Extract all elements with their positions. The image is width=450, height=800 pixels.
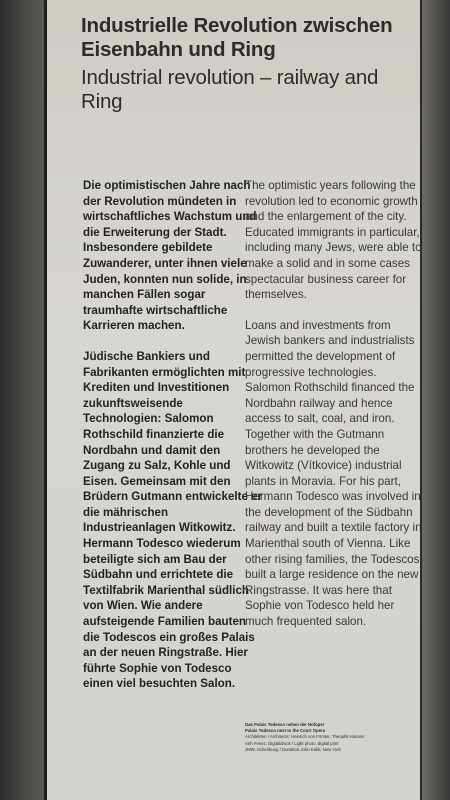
- panel-title-german: Industrielle Revolution zwischen Eisenbahn und Ring: [81, 14, 393, 61]
- english-paragraph-1: The optimistic years following the revolution led to economic growth and the enlargement of the city. Educated immigrants in particular, including many Jews, were able to make a solid and in some cases spectacular business career for themselves.: [245, 179, 422, 302]
- german-paragraph-1: Die optimistischen Jahre nach der Revolution mündeten in wirtschaftliches Wachstum und die Erweiterung der Stadt. Insbesondere gebildete Zuwanderer, unter ihnen viele Juden, konnten nun solide, in manchen Fällen sogar traumhafte wirtschaftliche Karrieren machen.: [83, 179, 257, 333]
- credit-architects: Architekten / Architects: Heinrich von Förster, Theophil Hansen: [245, 734, 365, 740]
- wall-left-edge: [0, 0, 44, 800]
- english-paragraph-2: Loans and investments from Jewish bankers and industrialists permitted the development of progressive technologies. Salomon Rothschild financed the Nordbahn railway and hence access to salt, coal, and iron. Together with the Gutmann brothers he developed the Witkowitz (Vítkovice) industrial plants in Moravia. For his part, Hermann Todesco was involved in the development of the Südbahn railway and built a textile factory in Marienthal south of Vienna. Like other rising families, the Todescos built a large residence on the new Ringstrasse. It was here that Sophie von Todesco held her much frequented salon.: [245, 318, 422, 629]
- wall-right-edge: [422, 0, 450, 800]
- panel-title-english: Industrial revolution – railway and Ring: [81, 66, 379, 113]
- english-text-column: [245, 178, 425, 630]
- german-paragraph-2: Jüdische Bankiers und Fabrikanten ermöglichten mit Krediten und Investitionen zukunftsweisende Technologien: Salomon Rothschild finanzierte die Nordbahn und damit den Zugang zu Salz, Kohle und Eisen. Gemeinsam mit den Brüdern Gutmann entwickelte er die mährischen Industrieanlagen Witkowitz. Hermann Todesco wiederum beteiligte sich am Bau der Südbahn und errichtete die Textilfabrik Marienthal südlich von Wien. Wie andere aufsteigende Familien bauten die Todescos ein großes Palais an der neuen Ringstraße. Hier führte Sophie von Todesco einen viel besuchten Salon.: [83, 349, 263, 691]
- credit-caption-german: Das Palais Todesco neben der Hofoper: [245, 722, 325, 727]
- german-text-column: [83, 178, 263, 692]
- exhibit-text-panel: [44, 0, 422, 800]
- image-credits: [245, 722, 415, 753]
- credit-donation: JMW, Schenkung / Donation John Kalik, New York: [245, 746, 341, 752]
- credit-photo: Anh Fenez, Digitaldruck / Light photo, digital print: [245, 740, 339, 746]
- credit-caption-english: Palais Todesco next to the Court Opera: [245, 728, 326, 734]
